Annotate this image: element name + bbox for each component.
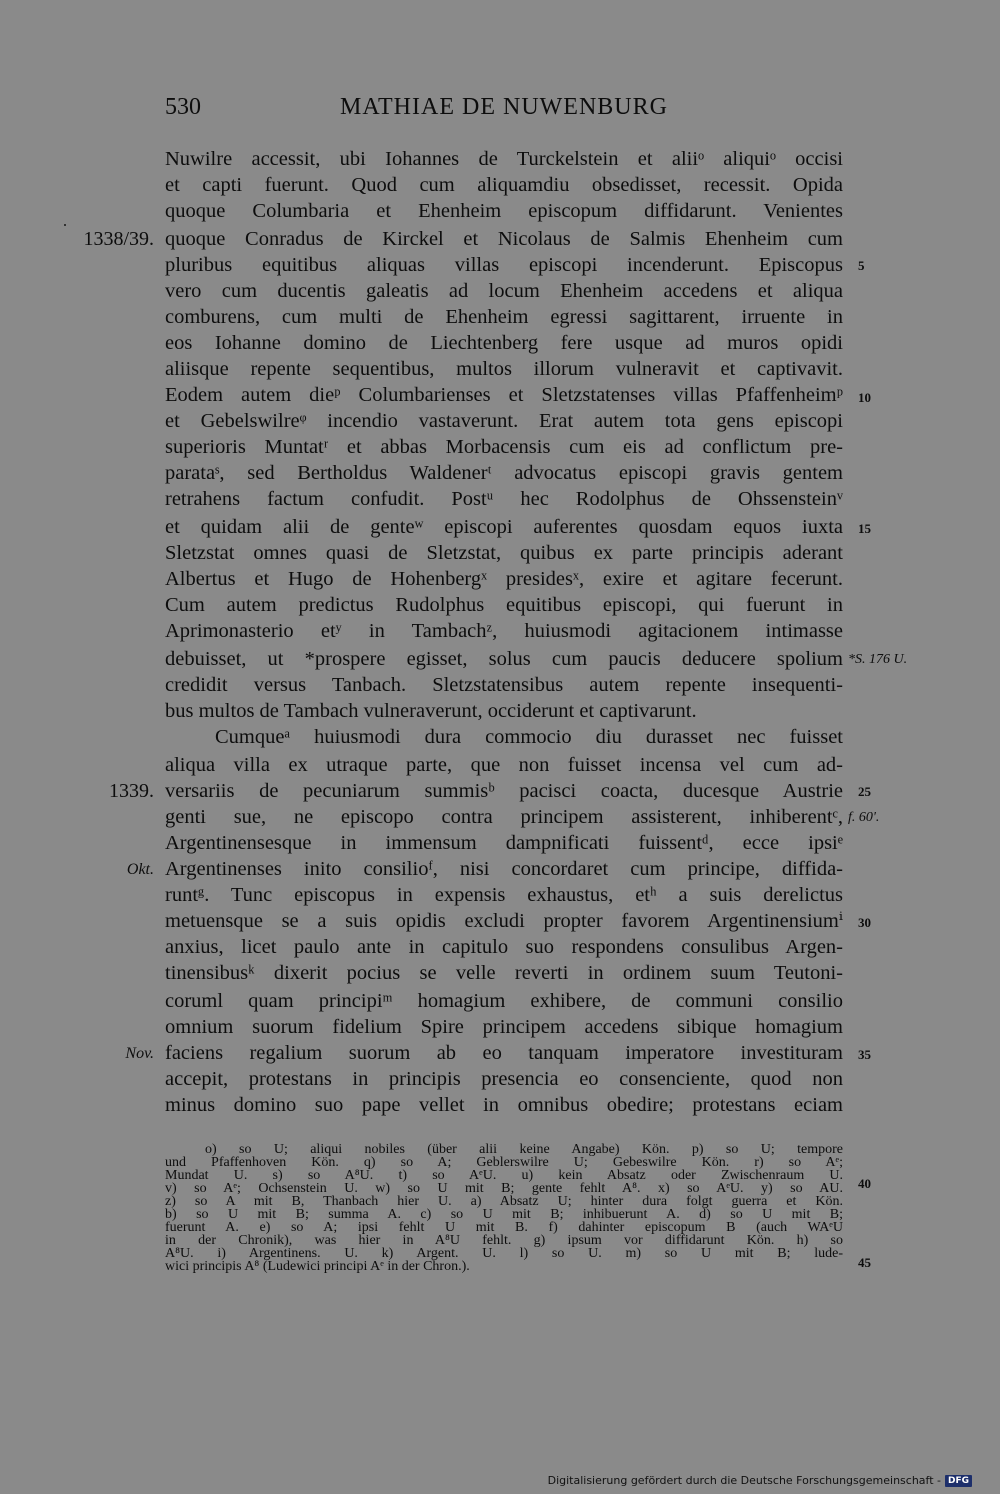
text-line: pluribus equitibus aliquas villas episcopi incenderunt. Episcopus bbox=[165, 254, 843, 276]
text-line: omnium suorum fidelium Spire principem accedens sibique homagium bbox=[165, 1016, 843, 1038]
footnote-line: und Pfaffenhoven Kön. q) so A; Geblerswilre U; Gebeswilre Kön. r) so Aᵉ; bbox=[165, 1155, 843, 1170]
text-line: vero cum ducentis galeatis ad locum Ehenheim accedens et aliqua bbox=[165, 280, 843, 302]
footnote-line: fuerunt A. e) so A; ipsi fehlt U mit B. f) dahinter episcopum B (auch WAᵉU bbox=[165, 1220, 843, 1235]
digitization-credit bbox=[548, 1474, 972, 1487]
text-line: Argentinensesque in immensum dampnificati fuissentᵈ, ecce ipsiᵉ bbox=[165, 832, 843, 854]
margin-month: Nov. bbox=[125, 1045, 154, 1062]
footnote-line: o) so U; aliqui nobiles (über alii keine Angabe) Kön. p) so U; tempore bbox=[205, 1142, 843, 1157]
text-line: Sletzstat omnes quasi de Sletzstat, quibus ex parte principis aderant bbox=[165, 542, 843, 564]
text-line: parataˢ, sed Bertholdus Waldenerᵗ advocatus episcopi gravis gentem bbox=[165, 462, 843, 484]
footnote-line: wici principis A⁸ (Ludewici principi Aᵉ in der Chron.). bbox=[165, 1259, 470, 1274]
scan-speck bbox=[64, 224, 66, 226]
text-line: Nuwilre accessit, ubi Iohannes de Turckelstein et aliiᵒ aliquiᵒ occisi bbox=[165, 148, 843, 170]
text-line: accepit, protestans in principis presencia eo consenciente, quod non bbox=[165, 1068, 843, 1090]
line-number: 30 bbox=[858, 915, 871, 930]
footnote-line: A⁸U. i) Argentinens. U. k) Argent. U. l) so U. m) so U mit B; lude- bbox=[165, 1246, 843, 1261]
text-line: quoque Conradus de Kirckel et Nicolaus de Salmis Ehenheim cum bbox=[165, 228, 843, 250]
line-number: 5 bbox=[858, 258, 865, 273]
text-line: coruml quam principiᵐ homagium exhibere, de communi consilio bbox=[165, 990, 843, 1012]
text-line: et capti fuerunt. Quod cum aliquamdiu obsedisset, recessit. Opida bbox=[165, 174, 843, 196]
page-header bbox=[0, 94, 1000, 124]
margin-date: 1339. bbox=[109, 780, 154, 802]
margin-date: 1338/39. bbox=[83, 228, 154, 250]
footnote-line: b) so U mit B; summa A. c) so U mit B; inhibuerunt A. d) so U mit B; bbox=[165, 1207, 843, 1222]
text-line: versariis de pecuniarum summisᵇ pacisci coacta, ducesque Austrie bbox=[165, 780, 843, 802]
page-number: 530 bbox=[165, 94, 201, 120]
text-line: faciens regalium suorum ab eo tanquam imperatore investituram bbox=[165, 1042, 843, 1064]
text-line: comburens, cum multi de Ehenheim egressi sagittarent, irruente in bbox=[165, 306, 843, 328]
text-line: et Gebelswilreᵠ incendio vastaverunt. Erat autem tota gens episcopi bbox=[165, 410, 843, 432]
text-line: aliqua villa ex utraque parte, que non fuisset incensa vel cum ad- bbox=[165, 754, 843, 776]
text-line: aliisque repente sequentibus, multos illorum vulneravit et captivavit. bbox=[165, 358, 843, 380]
credit-text: Digitalisierung gefördert durch die Deutsche Forschungsgemeinschaft - bbox=[547, 1474, 941, 1487]
line-number: 25 bbox=[858, 784, 871, 799]
margin-month: Okt. bbox=[126, 861, 154, 878]
footnote-line-number: 45 bbox=[858, 1255, 871, 1270]
text-line: eos Iohanne domino de Liechtenberg fere usque ad muros opidi bbox=[165, 332, 843, 354]
folio-reference: f. 60'. bbox=[848, 810, 880, 825]
text-line: runtᵍ. Tunc episcopus in expensis exhaustus, etʰ a suis derelictus bbox=[165, 884, 843, 906]
text-line: Albertus et Hugo de Hohenbergˣ presidesˣ, exire et agitare fecerunt. bbox=[165, 568, 843, 590]
text-line: metuensque se a suis opidis excludi propter favorem Argentinensiumⁱ bbox=[165, 910, 843, 932]
line-number: 15 bbox=[858, 521, 871, 536]
text-line: genti sue, ne episcopo contra principem assisterent, inhiberentᶜ, bbox=[165, 806, 843, 828]
dfg-logo-icon: DFG bbox=[945, 1475, 972, 1487]
text-line: debuisset, ut *prospere egisset, solus cum paucis deducere spolium bbox=[165, 648, 843, 670]
text-line: bus multos de Tambach vulneraverunt, occiderunt et captivarunt. bbox=[165, 700, 697, 722]
footnote-line-number: 40 bbox=[858, 1176, 871, 1191]
text-line: Argentinenses inito consilioᶠ, nisi concordaret cum principe, diffida- bbox=[165, 858, 843, 880]
text-line: Aprimonasterio etʸ in Tambachᶻ, huiusmodi agitacionem intimasse bbox=[165, 620, 843, 642]
text-line: anxius, licet paulo ante in capitulo suo respondens consulibus Argen- bbox=[165, 936, 843, 958]
line-number: 10 bbox=[858, 390, 871, 405]
text-line: et quidam alii de genteʷ episcopi auferentes quosdam equos iuxta bbox=[165, 516, 843, 538]
text-line: Eodem autem dieᵖ Columbarienses et Sletzstatenses villas Pfaffenheimᵖ bbox=[165, 384, 843, 406]
text-line: tinensibusᵏ dixerit pocius se velle reverti in ordinem suum Teutoni- bbox=[165, 962, 843, 984]
text-line: Cum autem predictus Rudolphus equitibus episcopi, qui fuerunt in bbox=[165, 594, 843, 616]
line-number: 35 bbox=[858, 1047, 871, 1062]
footnote-line: v) so Aᵉ; Ochsenstein U. w) so U mit B; gente fehlt A⁸. x) so AᵉU. y) so AU. bbox=[165, 1181, 843, 1196]
footnote-line: in der Chronik), was hier in A⁸U fehlt. g) ipsum vor diffidarunt Kön. h) so bbox=[165, 1233, 843, 1248]
footnote-line: z) so A mit B, Thanbach hier U. a) Absatz U; hinter dura folgt guerra et Kön. bbox=[165, 1194, 843, 1209]
footnote-line: Mundat U. s) so A⁸U. t) so AᵉU. u) kein Absatz oder Zwischenraum U. bbox=[165, 1168, 843, 1183]
text-line-paragraph-start: Cumqueᵃ huiusmodi dura commocio diu durasset nec fuisset bbox=[215, 726, 843, 748]
text-line: retrahens factum confudit. Postᵘ hec Rodolphus de Ohssensteinᵛ bbox=[165, 488, 843, 510]
text-line: superioris Muntatʳ et abbas Morbacensis cum eis ad conflictum pre- bbox=[165, 436, 843, 458]
running-title: MATHIAE DE NUWENBURG bbox=[340, 94, 668, 120]
text-line: quoque Columbaria et Ehenheim episcopum diffidarunt. Venientes bbox=[165, 200, 843, 222]
text-line: credidit versus Tanbach. Sletzstatensibus autem repente insequenti- bbox=[165, 674, 843, 696]
text-line: minus domino suo pape vellet in omnibus obedire; protestans eciam bbox=[165, 1094, 843, 1116]
folio-reference: *S. 176 U. bbox=[848, 652, 908, 667]
